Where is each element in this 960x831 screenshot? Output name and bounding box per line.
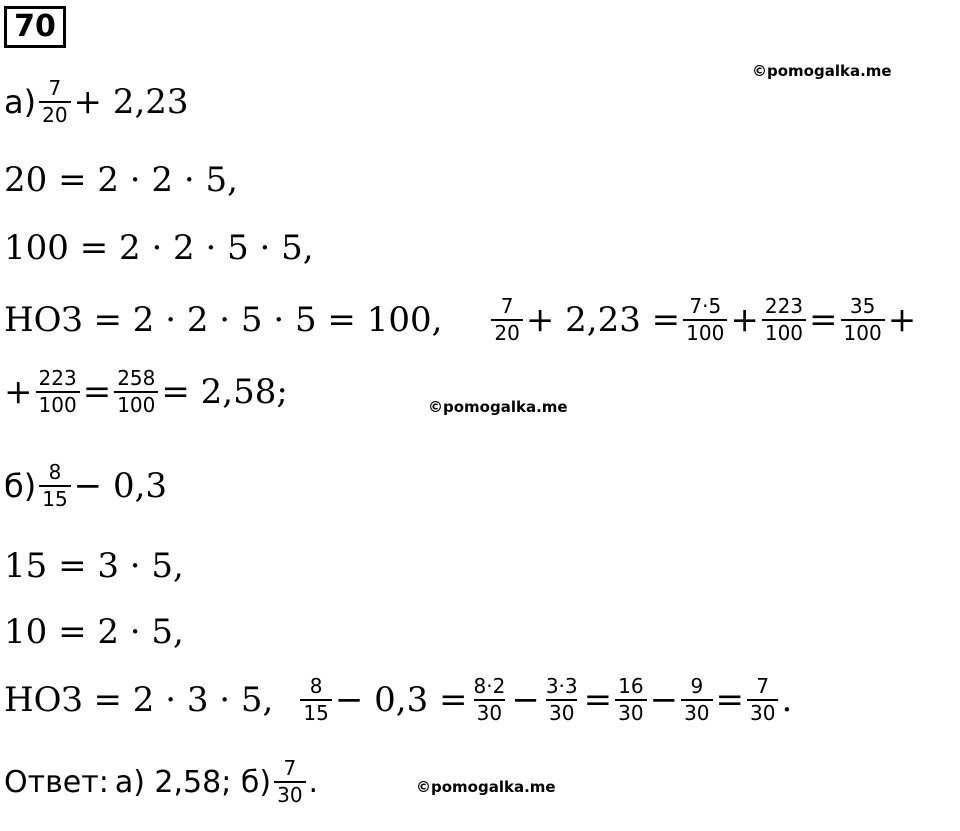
denominator: 30 bbox=[274, 781, 305, 806]
part-a-line1 bbox=[4, 160, 238, 200]
numerator: 258 bbox=[117, 366, 156, 390]
result: = 2,58; bbox=[161, 372, 288, 412]
numerator: 8 bbox=[309, 674, 323, 698]
fraction bbox=[491, 296, 522, 344]
fraction bbox=[39, 78, 70, 126]
operator: + bbox=[730, 300, 759, 340]
operator: − 0,3 = bbox=[334, 680, 468, 720]
numerator: 7·5 bbox=[689, 294, 722, 318]
denominator: 20 bbox=[39, 101, 70, 126]
operator: = bbox=[715, 680, 745, 720]
numerator: 223 bbox=[764, 294, 804, 318]
fraction bbox=[683, 296, 727, 344]
numerator: 7 bbox=[756, 674, 770, 698]
fraction bbox=[747, 676, 778, 724]
answer-label: Ответ: bbox=[4, 764, 109, 800]
part-a-label: а) bbox=[4, 83, 37, 121]
fraction bbox=[274, 758, 305, 806]
expr-rest: − 0,3 bbox=[73, 466, 168, 506]
noz: НОЗ = 2 · 2 · 5 · 5 = 100, bbox=[4, 300, 443, 340]
answer-line bbox=[4, 758, 318, 806]
numerator: 7 bbox=[500, 294, 514, 318]
numerator: 8 bbox=[48, 460, 62, 484]
operator: . bbox=[781, 680, 793, 720]
numerator: 8·2 bbox=[473, 674, 506, 698]
watermark: ©pomogalka.me bbox=[752, 62, 892, 80]
denominator: 30 bbox=[546, 699, 577, 724]
numerator: 35 bbox=[849, 294, 876, 318]
denominator: 30 bbox=[615, 699, 646, 724]
part-b-line1 bbox=[4, 546, 184, 586]
operator: − bbox=[511, 680, 540, 720]
denominator: 30 bbox=[747, 699, 778, 724]
denominator: 100 bbox=[114, 391, 158, 416]
fraction bbox=[300, 676, 331, 724]
denominator: 100 bbox=[36, 391, 80, 416]
operator: = bbox=[809, 300, 838, 340]
operator: + 2,23 = bbox=[525, 300, 681, 340]
operator: = bbox=[82, 372, 112, 412]
numerator: 7 bbox=[48, 76, 62, 100]
denominator: 100 bbox=[841, 319, 885, 344]
denominator: 15 bbox=[300, 699, 331, 724]
denominator: 100 bbox=[683, 319, 727, 344]
part-a-heading bbox=[4, 78, 189, 126]
denominator: 30 bbox=[681, 699, 712, 724]
operator: + bbox=[4, 372, 33, 412]
factorization: 100 = 2 · 2 · 5 · 5, bbox=[4, 228, 314, 268]
answer-text: а) 2,58; б) bbox=[114, 764, 272, 800]
fraction bbox=[114, 368, 158, 416]
factorization: 10 = 2 · 5, bbox=[4, 612, 184, 652]
denominator: 100 bbox=[762, 319, 806, 344]
denominator: 20 bbox=[491, 319, 522, 344]
expr-rest: + 2,23 bbox=[73, 82, 189, 122]
part-b-heading bbox=[4, 462, 167, 510]
watermark: ©pomogalka.me bbox=[428, 398, 568, 416]
fraction bbox=[39, 462, 70, 510]
answer-end: . bbox=[308, 764, 319, 800]
part-b-noz-line bbox=[4, 676, 792, 724]
operator: = bbox=[583, 680, 613, 720]
fraction bbox=[615, 676, 646, 724]
operator: − bbox=[649, 680, 679, 720]
numerator: 3·3 bbox=[545, 674, 578, 698]
part-b-line2 bbox=[4, 612, 184, 652]
operator: + bbox=[887, 300, 917, 340]
part-a-calc-cont bbox=[4, 368, 288, 416]
fraction bbox=[471, 676, 509, 724]
numerator: 16 bbox=[618, 674, 644, 698]
fraction bbox=[841, 296, 885, 344]
fraction bbox=[36, 368, 80, 416]
watermark: ©pomogalka.me bbox=[416, 778, 556, 796]
denominator: 15 bbox=[39, 485, 70, 510]
factorization: 15 = 3 · 5, bbox=[4, 546, 184, 586]
numerator: 223 bbox=[38, 366, 77, 390]
factorization: 20 = 2 · 2 · 5, bbox=[4, 160, 238, 200]
denominator: 30 bbox=[474, 699, 505, 724]
fraction bbox=[762, 296, 806, 344]
part-a-line2 bbox=[4, 228, 314, 268]
part-a-noz-line bbox=[4, 296, 916, 344]
problem-number: 70 bbox=[4, 6, 66, 48]
fraction bbox=[681, 676, 712, 724]
numerator: 7 bbox=[283, 756, 297, 780]
numerator: 9 bbox=[690, 674, 704, 698]
noz: НОЗ = 2 · 3 · 5, bbox=[4, 680, 274, 720]
part-b-label: б) bbox=[4, 467, 37, 505]
fraction bbox=[543, 676, 581, 724]
